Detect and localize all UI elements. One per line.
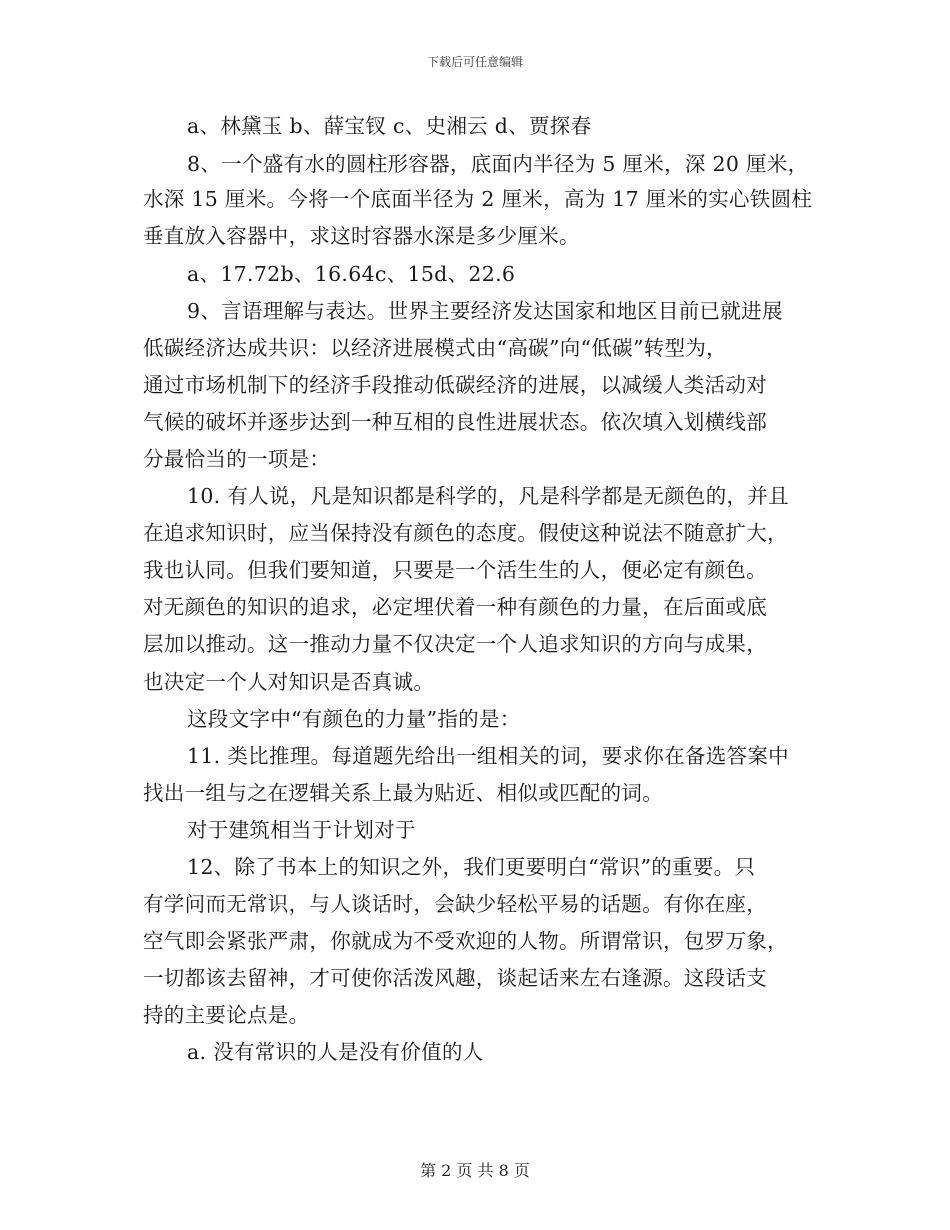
page-number: 第 2 页 共 8 页	[420, 1161, 530, 1180]
text-line: 有学问而无常识，与人谈话时，会缺少轻松平易的话题。有你在座，	[143, 892, 767, 916]
text-line: 层加以推动。这一推动力量不仅决定一个人追求知识的方向与成果，	[143, 632, 767, 656]
text-line: 分最恰当的一项是：	[143, 447, 331, 471]
text-line: 这段文字中“有颜色的力量”指的是：	[187, 707, 521, 731]
text-line: 水深 15 厘米。今将一个底面半径为 2 厘米，高为 17 厘米的实心铁圆柱	[143, 187, 813, 211]
text-line: 一切都该去留神，才可使你活泼风趣，谈起话来左右逢源。这段话支	[143, 966, 767, 990]
text-line: 11. 类比推理。每道题先给出一组相关的词，要求你在备选答案中	[187, 744, 789, 768]
text-line: 低碳经济达成共识：以经济进展模式由“高碳”向“低碳”转型为，	[143, 336, 727, 360]
text-line: 12、除了书本上的知识之外，我们更要明白“常识”的重要。只	[187, 855, 756, 879]
text-line: 10. 有人说，凡是知识都是科学的，凡是科学都是无颜色的，并且	[187, 484, 789, 508]
text-line: 垂直放入容器中，求这时容器水深是多少厘米。	[143, 224, 580, 248]
text-line: a、林黛玉 b、薛宝钗 c、史湘云 d、贾探春	[187, 114, 592, 138]
text-line: 在追求知识时，应当保持没有颜色的态度。假使这种说法不随意扩大，	[143, 521, 788, 545]
page-header: 下载后可任意编辑	[426, 55, 523, 69]
text-line: 也决定一个人对知识是否真诚。	[143, 670, 435, 694]
text-line: 对无颜色的知识的追求，必定埋伏着一种有颜色的力量，在后面或底	[143, 595, 767, 619]
text-line: 找出一组与之在逻辑关系上最为贴近、相似或匹配的词。	[143, 781, 663, 805]
text-line: 对于建筑相当于计划对于	[187, 818, 416, 842]
text-line: 气候的破坏并逐步达到一种互相的良性进展状态。依次填入划横线部	[143, 410, 767, 434]
text-line: a. 没有常识的人是没有价值的人	[187, 1040, 484, 1064]
text-line: a、17.72b、16.64c、15d、22.6	[187, 262, 516, 286]
text-line: 空气即会紧张严肃，你就成为不受欢迎的人物。所谓常识，包罗万象，	[143, 929, 788, 953]
text-line: 通过市场机制下的经济手段推动低碳经济的进展，以减缓人类活动对	[143, 373, 767, 397]
text-line: 9、言语理解与表达。世界主要经济发达国家和地区目前已就进展	[187, 299, 783, 323]
text-line: 我也认同。但我们要知道，只要是一个活生生的人，便必定有颜色。	[143, 558, 767, 582]
text-line: 8、一个盛有水的圆柱形容器，底面内半径为 5 厘米，深 20 厘米，	[187, 152, 809, 176]
text-line: 持的主要论点是。	[143, 1003, 310, 1027]
